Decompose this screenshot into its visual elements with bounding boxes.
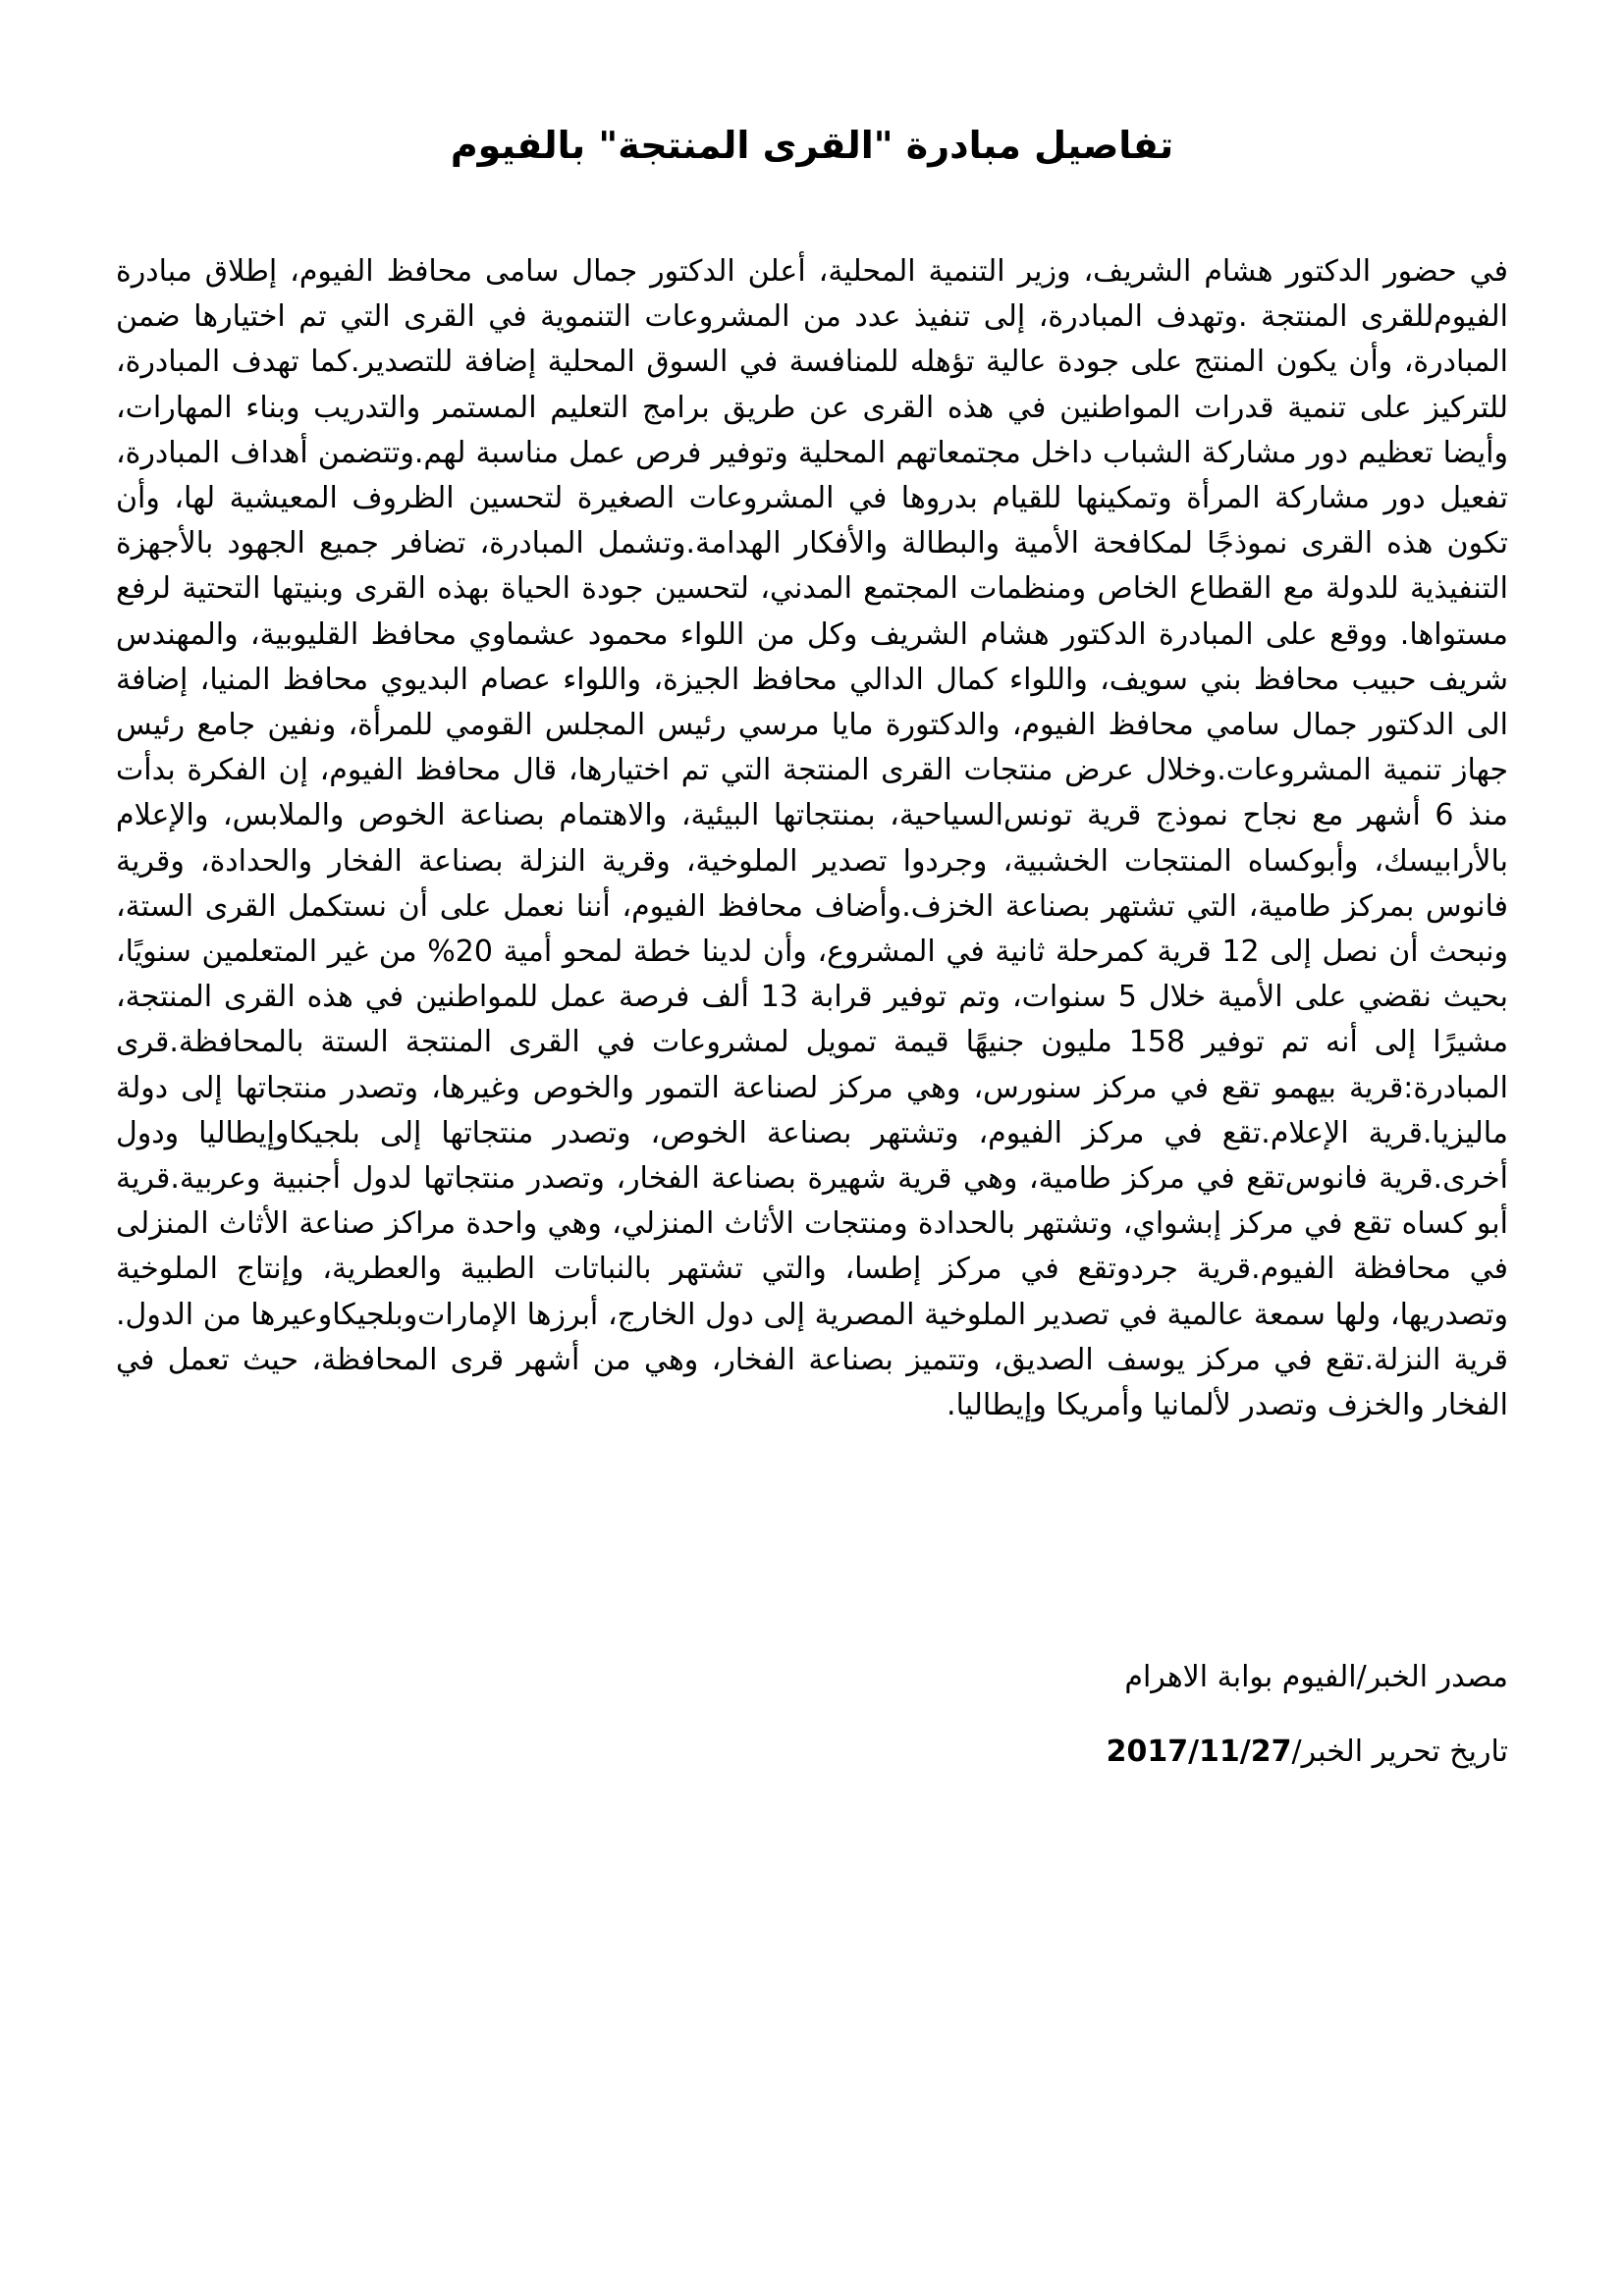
edit-date: [116, 1730, 1508, 1775]
edit-date-label: تاريخ تحرير الخبر/: [1291, 1735, 1508, 1769]
edit-date-value: 2017/11/27: [1106, 1735, 1292, 1769]
article-body: في حضور الدكتور هشام الشريف، وزير التنمية المحلية، أعلن الدكتور جمال سامى محافظ الفيوم، إطلاق مبادرة الفيوم‌للقرى المنتجة .وتهدف المبادرة، إلى تنفيذ عدد من المشروعات التنموية في القرى التي تم اختيارها ضمن المبادرة، وأن يكون المنتج على جودة عالية تؤهله للمنافسة في السوق المحلية إضافة للتصدير.كما تهدف المبادرة، للتركيز على تنمية قدرات المواطنين في هذه القرى عن طريق برامج التعليم المستمر والتدريب وبناء المهارات، وأيضا تعظيم دور مشاركة الشباب داخل مجتمعاتهم المحلية وتوفير فرص عمل مناسبة لهم.وتتضمن أهداف المبادرة، تفعيل دور مشاركة المرأة وتمكينها للقيام بدروها في المشروعات الصغيرة لتحسين الظروف المعيشية لها، وأن تكون هذه القرى نموذجًا لمكافحة الأمية والبطالة والأفكار الهدامة.وتشمل المبادرة، تضافر جميع الجهود بالأجهزة التنفيذية للدولة مع القطاع الخاص ومنظمات المجتمع المدني، لتحسين جودة الحياة بهذه القرى وبنيتها التحتية لرفع مستواها. ووقع على المبادرة الدكتور هشام الشريف وكل من اللواء محمود عشماوي محافظ القليوبية، والمهندس شريف حبيب محافظ بني سويف، واللواء كمال الدالي محافظ الجيزة، واللواء عصام البديوي محافظ المنيا، إضافة الى الدكتور جمال سامي محافظ الفيوم، والدكتورة مايا مرسي رئيس المجلس القومي للمرأة، ونفين جامع رئيس جهاز تنمية المشروعات.وخلال عرض منتجات القرى المنتجة التي تم اختيارها، قال محافظ الفيوم، إن الفكرة بدأت منذ 6 أشهر مع نجاح نموذج قرية تونس‌السياحية، بمنتجاتها البيئية، والاهتمام بصناعة الخوص والملابس، والإعلام بالأرابيسك، وأبوكساه المنتجات الخشبية، وجردوا تصدير الملوخية، وقرية النزلة بصناعة الفخار والحدادة، وقرية فانوس بمركز طامية، التي تشتهر بصناعة الخزف.وأضاف محافظ الفيوم، أننا نعمل على أن نستكمل القرى الستة، ونبحث أن نصل إلى 12 قرية كمرحلة ثانية في المشروع، وأن لدينا خطة لمحو أمية 20% من غير المتعلمين سنويًا، بحيث نقضي على الأمية خلال 5 سنوات، وتم توفير قرابة 13 ألف فرصة عمل للمواطنين في هذه القرى المنتجة، مشيرًا إلى أنه تم توفير 158 مليون جنيهًا قيمة تمويل لمشروعات في القرى المنتجة الستة بالمحافظة.قرى المبادرة:قرية بيهمو تقع في مركز سنورس، وهي مركز لصناعة التمور والخوص وغيرها، وتصدر منتجاتها إلى دولة ماليزيا.قرية الإعلام.تقع في مركز الفيوم، وتشتهر بصناعة الخوص، وتصدر منتجاتها إلى بلجيكاوإيطاليا ودول أخرى.قرية فانوس‌تقع في مركز طامية، وهي قرية شهيرة بصناعة الفخار، وتصدر منتجاتها لدول أجنبية وعربية.قرية أبو كساه تقع في مركز إبشواي، وتشتهر بالحدادة ومنتجات الأثاث المنزلي، وهي واحدة مراكز صناعة الأثاث المنزلى في محافظة الفيوم.قرية جردو‌تقع في مركز إطسا، والتي تشتهر بالنباتات الطبية والعطرية، وإنتاج الملوخية وتصدريها، ولها سمعة عالمية في تصدير الملوخية المصرية إلى دول الخارج، أبرزها الإمارات‌وبلجيكا‌وعيرها من الدول. قرية النزلة.تقع في مركز يوسف الصديق، وتتميز بصناعة الفخار، وهي من أشهر قرى المحافظة، حيث تعمل في الفخار والخزف وتصدر لألمانيا وأمريكا وإيطاليا.: [116, 254, 1509, 1423]
news-source: مصدر الخبر/الفيوم بوابة الاهرام: [1124, 1660, 1508, 1694]
document-title: تفاصيل مبادرة "القرى المنتجة" بالفيوم: [450, 124, 1174, 167]
